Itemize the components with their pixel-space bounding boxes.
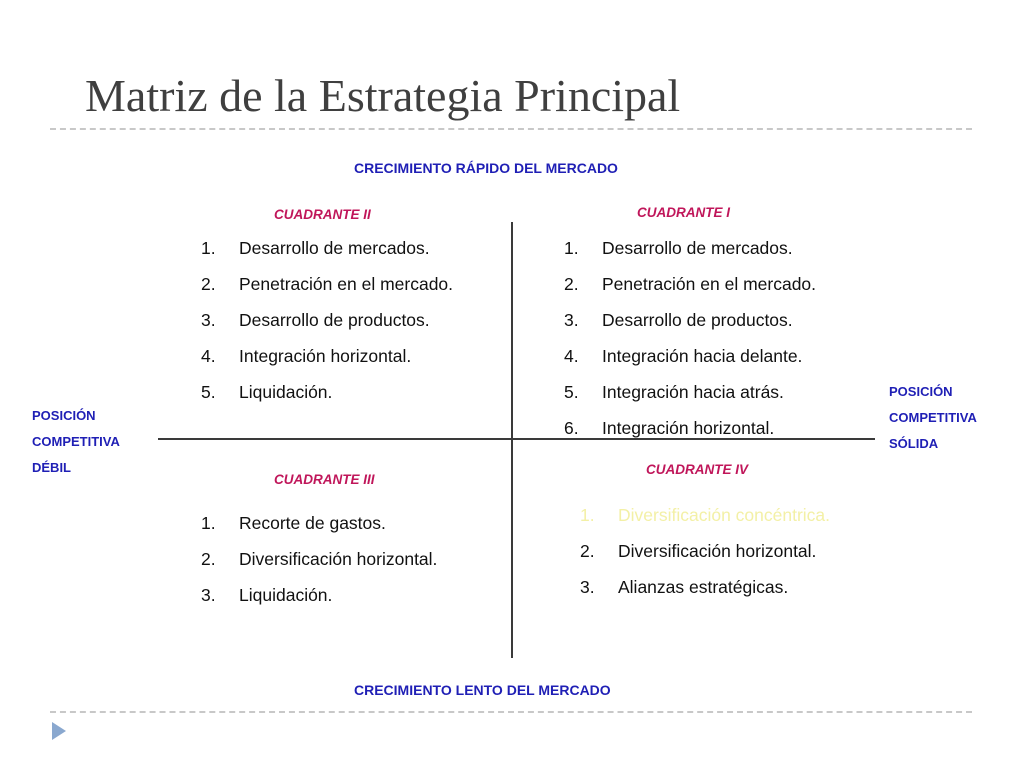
list-item: 6. Integración horizontal. — [564, 418, 775, 438]
list-item: 2. Diversificación horizontal. — [201, 549, 438, 569]
list-item: 4. Integración hacia delante. — [564, 346, 803, 366]
axis-label-left: POSICIÓN COMPETITIVA DÉBIL — [32, 408, 120, 475]
quadrant-iii-title: CUADRANTE III — [274, 472, 375, 487]
horizontal-axis-line — [158, 438, 875, 440]
vertical-axis-line — [511, 222, 513, 658]
list-item: 5. Integración hacia atrás. — [564, 382, 784, 402]
quadrant-i-list — [564, 230, 816, 446]
list-item: 1. Diversificación concéntrica. — [580, 505, 831, 525]
quadrant-iv-list — [580, 497, 830, 605]
quadrant-iii-list — [201, 505, 437, 613]
list-item: 1. Recorte de gastos. — [201, 513, 386, 533]
list-item: 1. Desarrollo de mercados. — [564, 238, 793, 258]
list-item: 2. Diversificación horizontal. — [580, 541, 817, 561]
list-item: 4. Integración horizontal. — [201, 346, 412, 366]
title-divider — [50, 128, 972, 130]
quadrant-i-title: CUADRANTE I — [637, 205, 730, 220]
list-item: 3. Alianzas estratégicas. — [580, 577, 789, 597]
list-item: 1. Desarrollo de mercados. — [201, 238, 430, 258]
slide-title: Matriz de la Estrategia Principal — [85, 70, 681, 121]
list-item: 3. Liquidación. — [201, 585, 333, 605]
list-item: 3. Desarrollo de productos. — [564, 310, 793, 330]
quadrant-ii-list — [201, 230, 453, 410]
footer-divider — [50, 711, 972, 713]
list-item: 2. Penetración en el mercado. — [564, 274, 817, 294]
quadrant-ii-title: CUADRANTE II — [274, 207, 371, 222]
axis-label-bottom: CRECIMIENTO LENTO DEL MERCADO — [354, 682, 611, 698]
play-triangle-icon — [49, 721, 69, 741]
axis-label-top: CRECIMIENTO RÁPIDO DEL MERCADO — [354, 160, 618, 176]
axis-label-right: POSICIÓN COMPETITIVA SÓLIDA — [889, 384, 977, 451]
list-item: 2. Penetración en el mercado. — [201, 274, 454, 294]
slide-nav-icon[interactable] — [49, 721, 69, 741]
quadrant-iv-title: CUADRANTE IV — [646, 462, 749, 477]
list-item: 5. Liquidación. — [201, 382, 333, 402]
list-item: 3. Desarrollo de productos. — [201, 310, 430, 330]
